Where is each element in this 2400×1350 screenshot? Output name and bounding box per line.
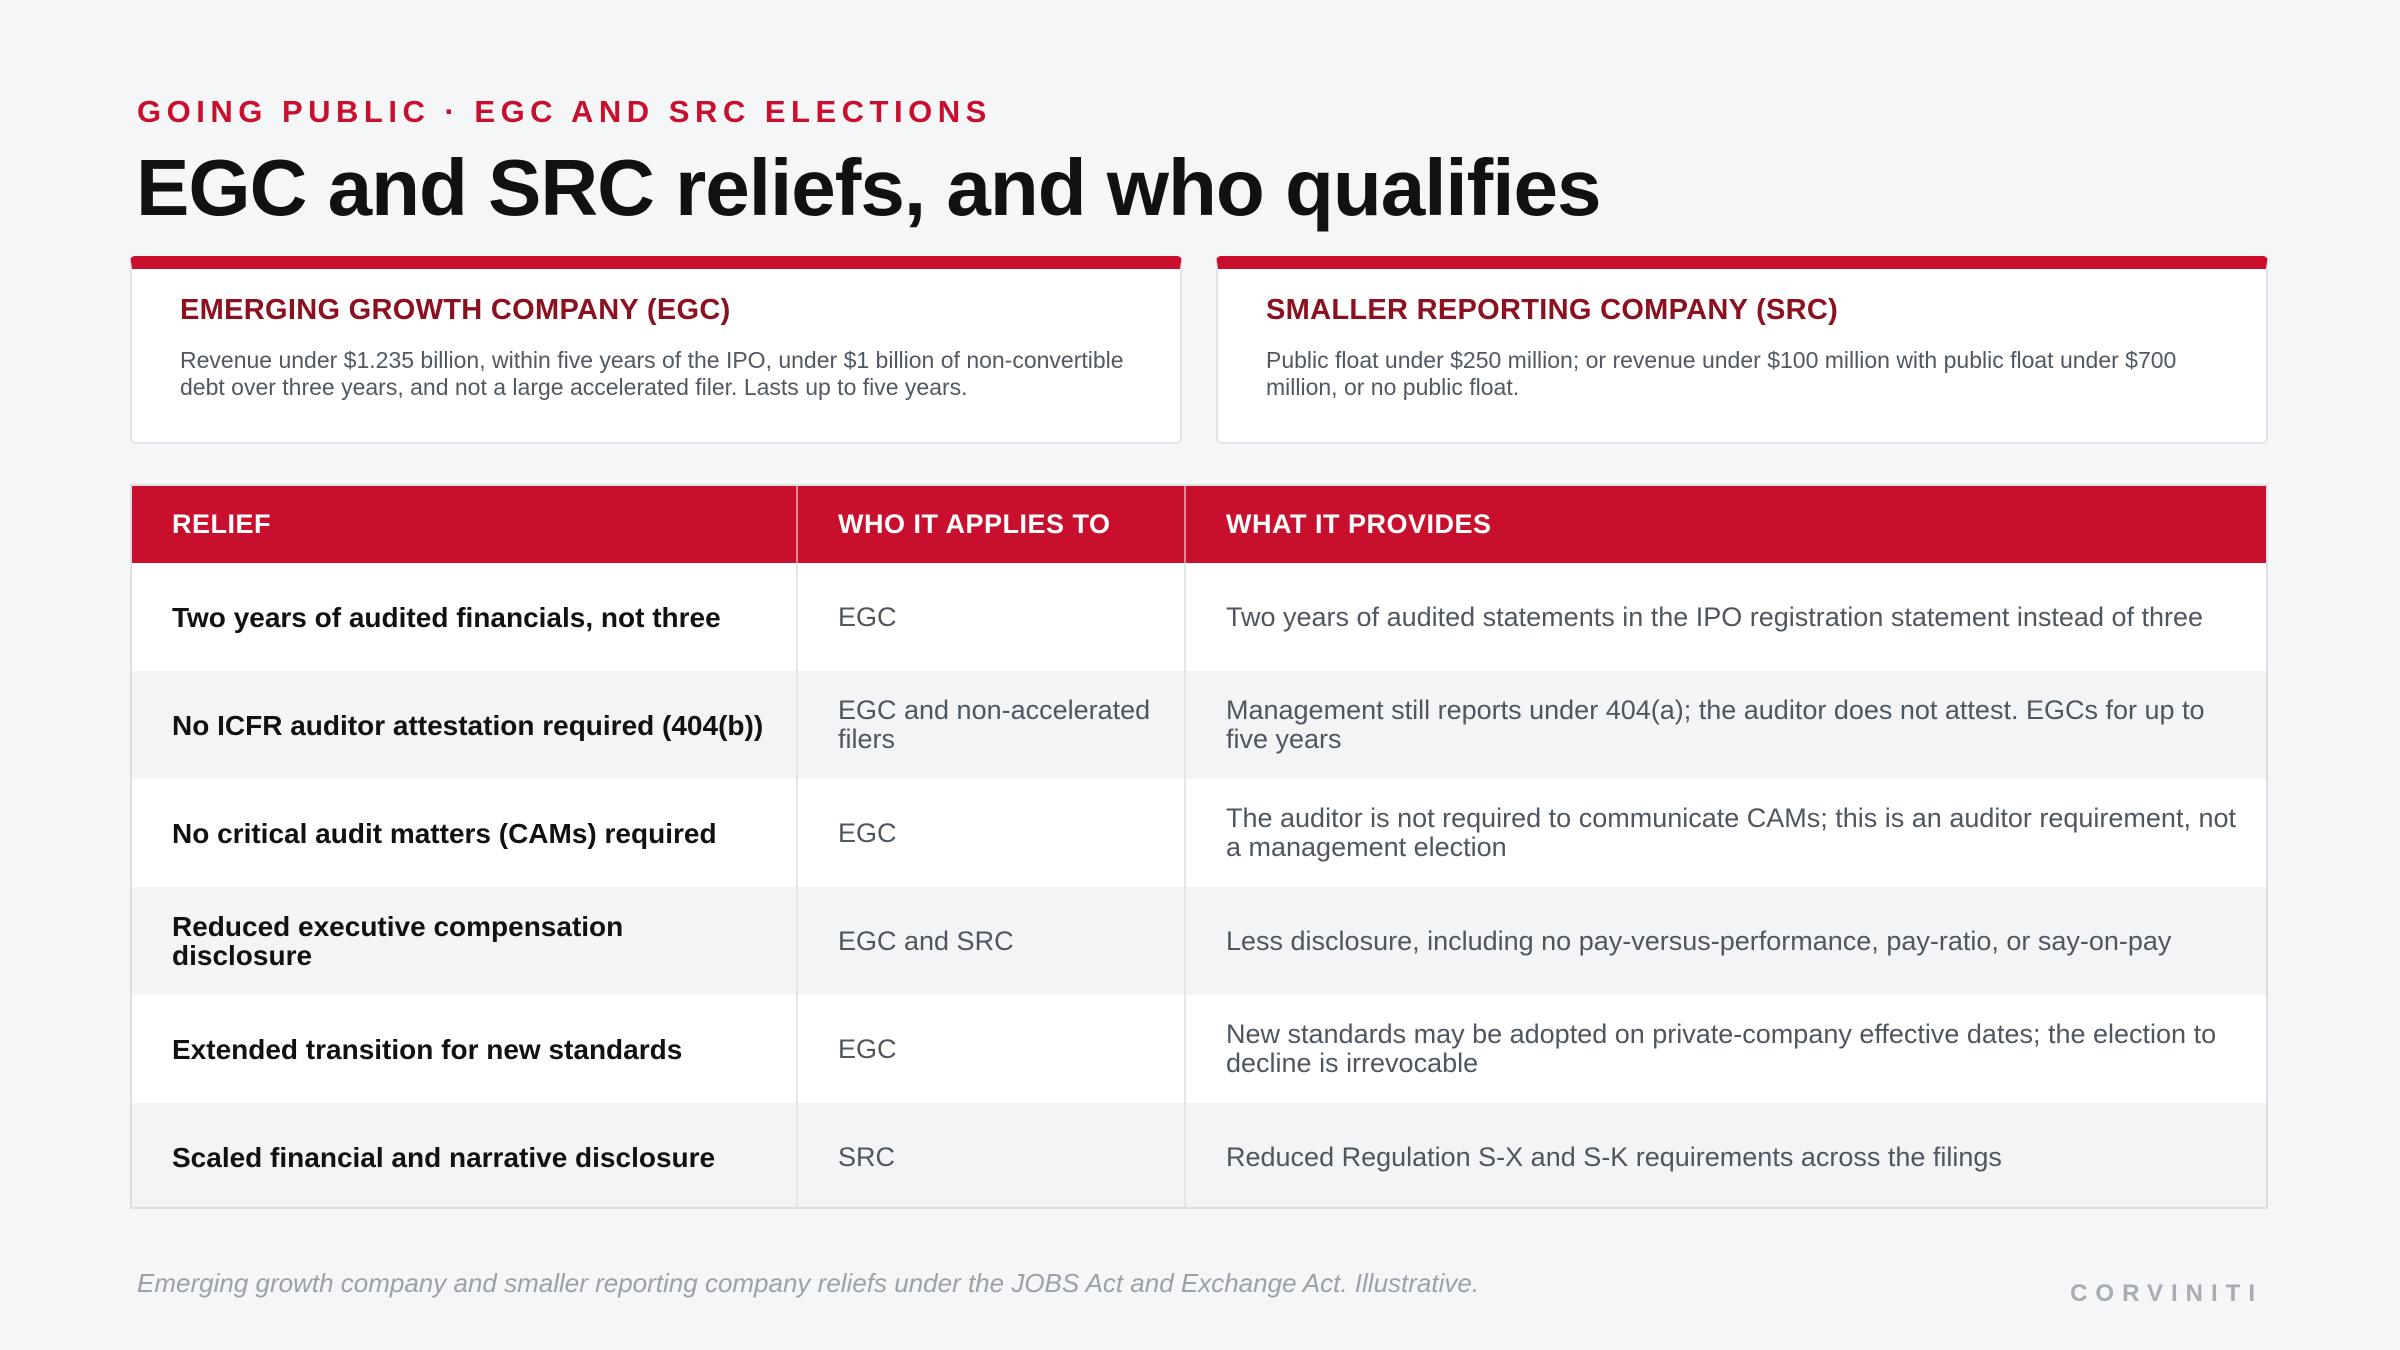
table-row bbox=[132, 563, 2266, 671]
page-title: EGC and SRC reliefs, and who qualifies bbox=[136, 143, 1601, 232]
relief-cell: Extended transition for new standards bbox=[132, 995, 797, 1103]
relief-cell: Two years of audited financials, not three bbox=[132, 563, 797, 671]
table-row bbox=[132, 887, 2266, 995]
table-row bbox=[132, 779, 2266, 887]
provides-cell: Less disclosure, including no pay-versus-performance, pay-ratio, or say-on-pay bbox=[1185, 887, 2266, 995]
relief-cell: Reduced executive compensation disclosure bbox=[132, 887, 797, 995]
footnote: Emerging growth company and smaller reporting company reliefs under the JOBS Act and Exchange Act. Illustrative. bbox=[137, 1268, 1480, 1298]
page-kicker: GOING PUBLIC · EGC AND SRC ELECTIONS bbox=[137, 94, 992, 129]
applies-to-cell: EGC bbox=[797, 563, 1185, 671]
applies-to-cell: EGC bbox=[797, 995, 1185, 1103]
table-row bbox=[132, 671, 2266, 779]
reliefs-table-container bbox=[130, 484, 2268, 1209]
provides-cell: The auditor is not required to communicate CAMs; this is an auditor requirement, not a management election bbox=[1185, 779, 2266, 887]
relief-cell: No critical audit matters (CAMs) required bbox=[132, 779, 797, 887]
src-card-body: Public float under $250 million; or revenue under $100 million with public float under $700 million, or no public float. bbox=[1266, 347, 2177, 400]
table-row bbox=[132, 1103, 2266, 1209]
column-header-provides: WHAT IT PROVIDES bbox=[1185, 486, 2266, 563]
applies-to-cell: EGC bbox=[797, 779, 1185, 887]
relief-cell: No ICFR auditor attestation required (404(b)) bbox=[132, 671, 797, 779]
brand-wordmark: CORVINITI bbox=[2070, 1280, 2263, 1307]
src-card bbox=[1216, 256, 2268, 444]
src-card-title: SMALLER REPORTING COMPANY (SRC) bbox=[1266, 294, 1839, 326]
egc-card bbox=[130, 256, 1182, 444]
reliefs-table bbox=[132, 486, 2266, 1209]
table-header-row bbox=[132, 486, 2266, 563]
provides-cell: Two years of audited statements in the IPO registration statement instead of three bbox=[1185, 563, 2266, 671]
applies-to-cell: EGC and non-accelerated filers bbox=[797, 671, 1185, 779]
applies-to-cell: EGC and SRC bbox=[797, 887, 1185, 995]
egc-card-title: EMERGING GROWTH COMPANY (EGC) bbox=[180, 294, 731, 326]
provides-cell: Reduced Regulation S-X and S-K requirements across the filings bbox=[1185, 1103, 2266, 1209]
relief-cell: Scaled financial and narrative disclosure bbox=[132, 1103, 797, 1209]
column-header-applies-to: WHO IT APPLIES TO bbox=[797, 486, 1185, 563]
table-body bbox=[132, 563, 2266, 1209]
egc-card-body: Revenue under $1.235 billion, within five years of the IPO, under $1 billion of non-convertible debt over three years, and not a large accelerated filer. Lasts up to five years. bbox=[180, 347, 1124, 400]
table-row bbox=[132, 995, 2266, 1103]
table-header bbox=[132, 486, 2266, 563]
column-header-relief: RELIEF bbox=[132, 486, 797, 563]
provides-cell: Management still reports under 404(a); the auditor does not attest. EGCs for up to five years bbox=[1185, 671, 2266, 779]
applies-to-cell: SRC bbox=[797, 1103, 1185, 1209]
provides-cell: New standards may be adopted on private-company effective dates; the election to decline is irrevocable bbox=[1185, 995, 2266, 1103]
